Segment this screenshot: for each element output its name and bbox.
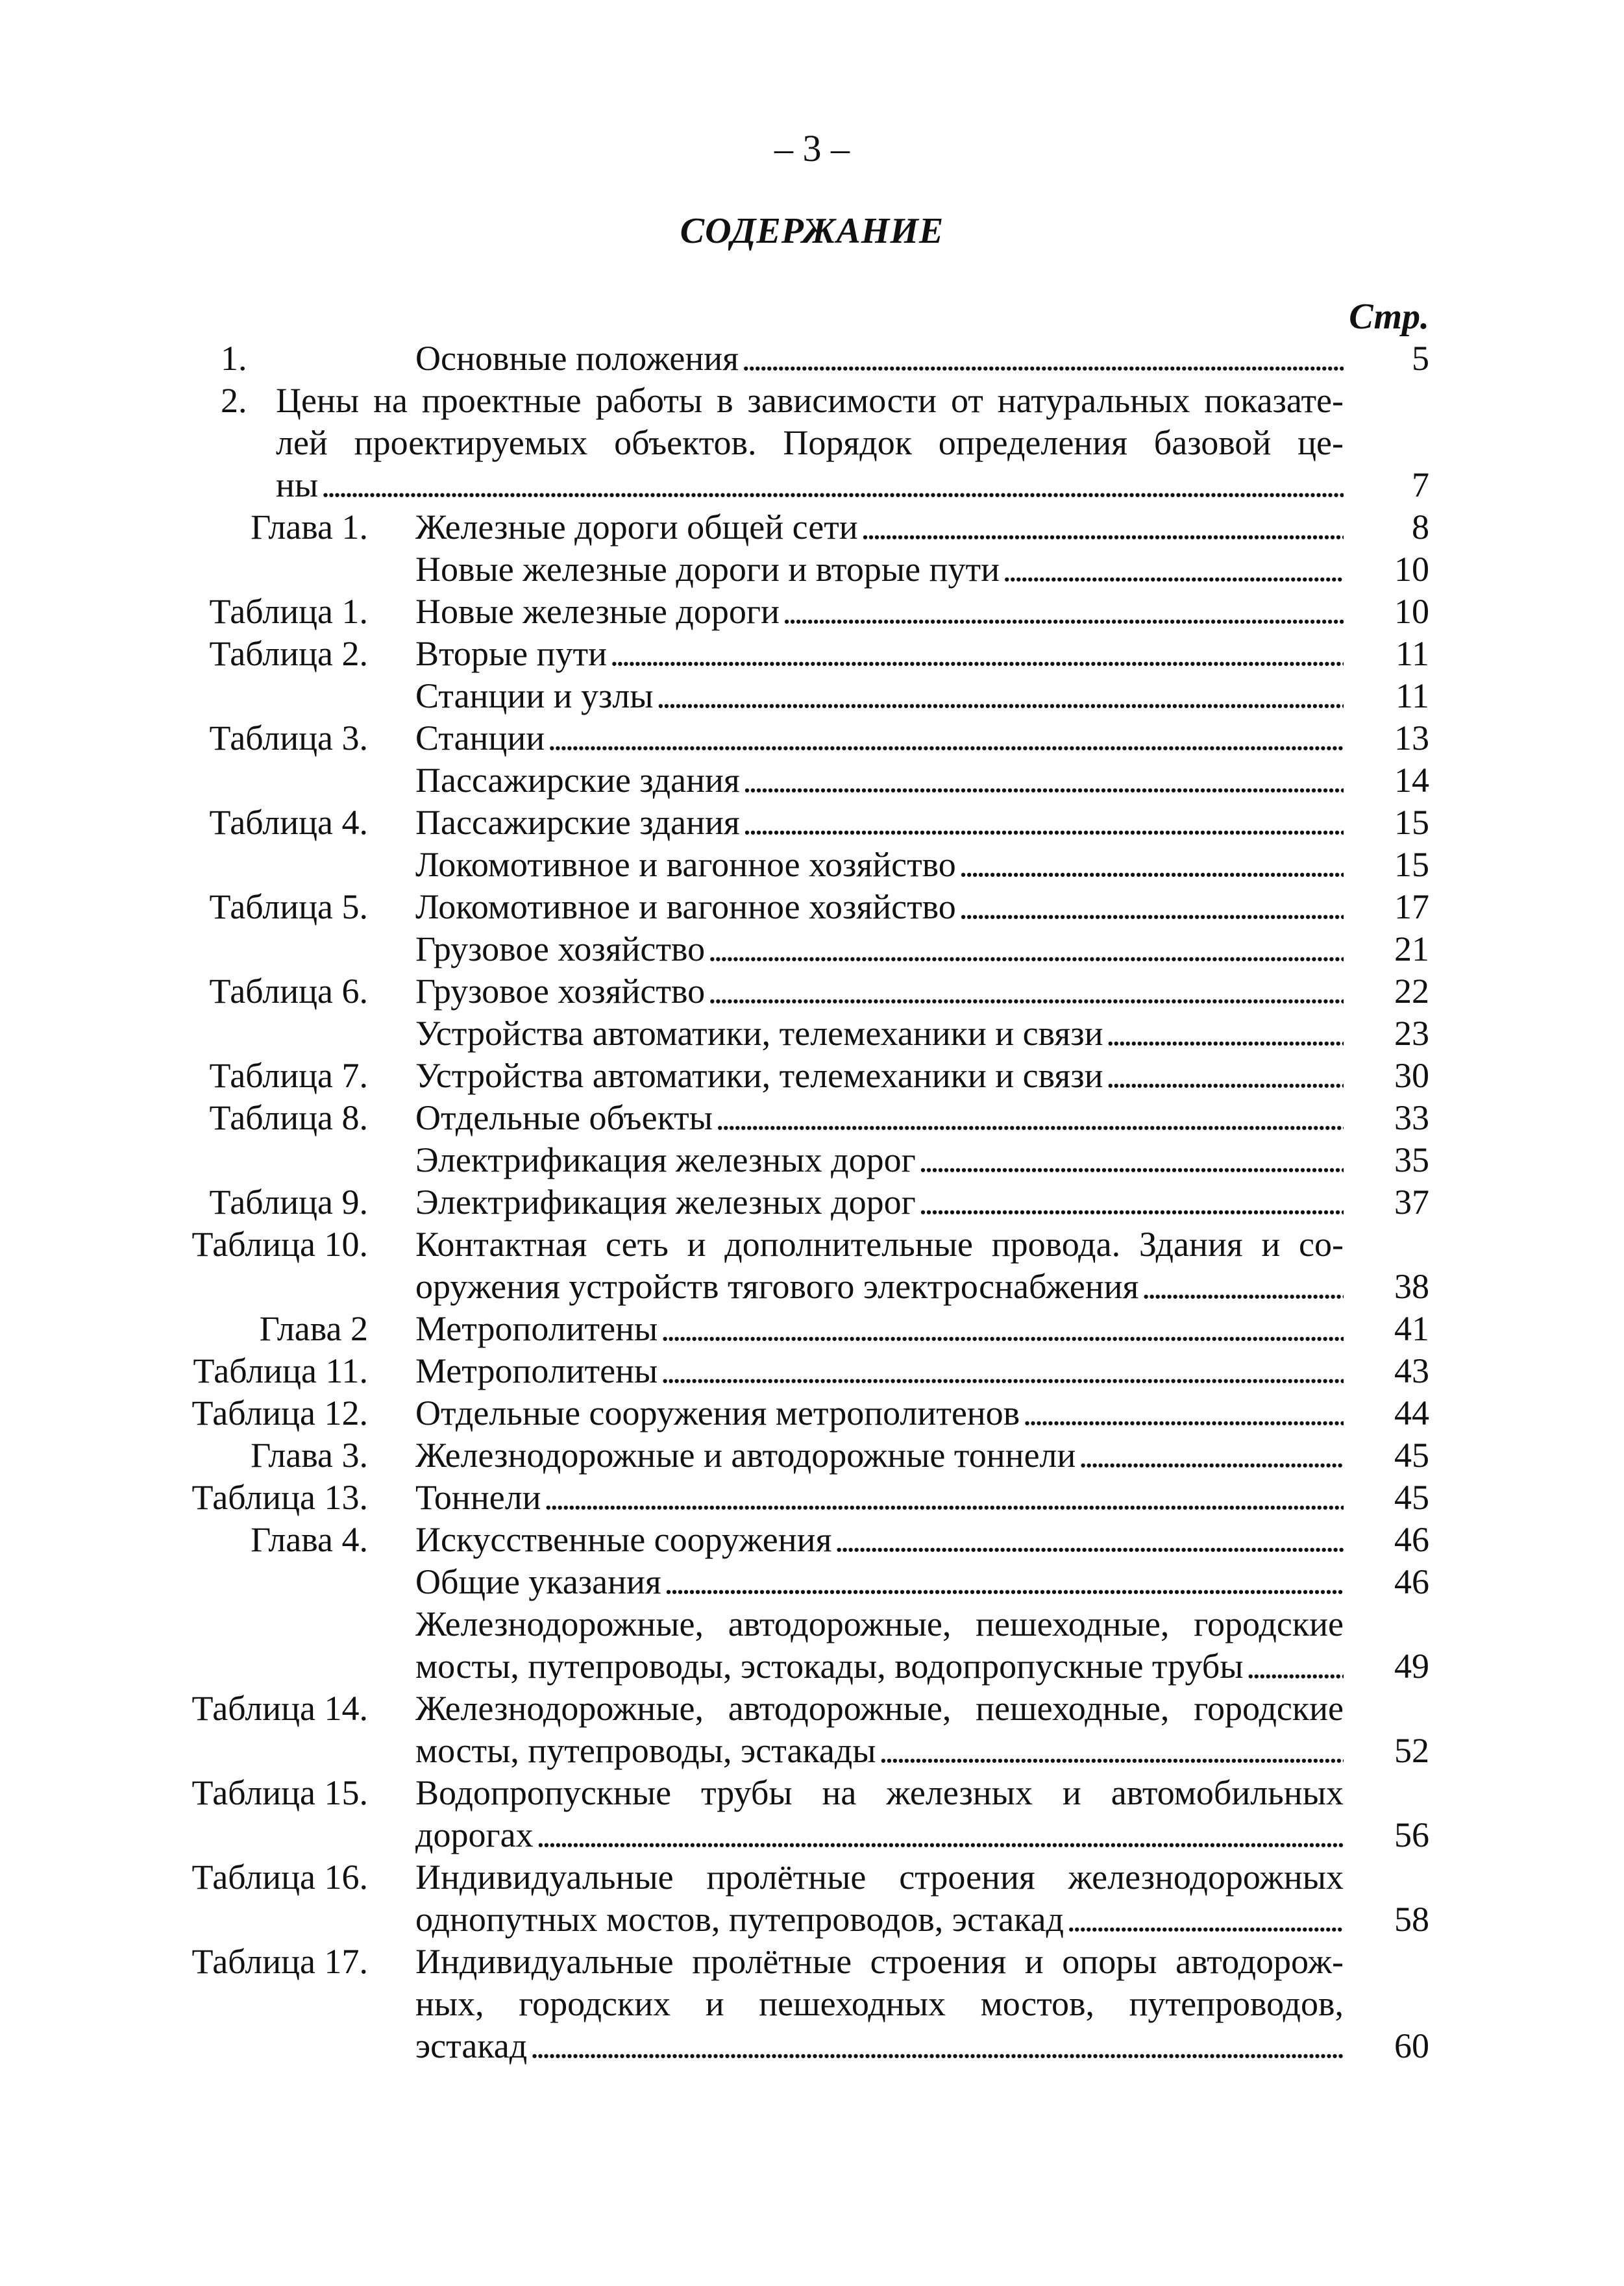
toc-entry-title: Станции . . . — [415, 717, 1344, 759]
toc-entry-label: Таблица 10. — [191, 1225, 368, 1264]
toc-entry — [0, 675, 1624, 717]
toc-entry — [0, 928, 1624, 970]
toc-entry-page: 22 — [1394, 972, 1429, 1011]
toc-entry-title: Локомотивное и вагонное хозяйство . . . — [415, 844, 1344, 886]
toc-entry-title: Электрификация железных дорог . . . — [415, 1181, 1344, 1223]
toc-entry-label: Таблица 5. — [209, 887, 368, 926]
toc-entry — [0, 1181, 1624, 1223]
toc-entry — [0, 591, 1624, 633]
toc-entry-label: Глава 2 — [259, 1309, 368, 1348]
toc-entry-page: 56 — [1394, 1815, 1429, 1854]
table-of-contents — [0, 338, 1624, 2067]
toc-entry-page: 58 — [1394, 1900, 1429, 1939]
toc-entry-title: лей проектируемых объектов. Порядок определения базовой це- — [276, 423, 1344, 462]
toc-entry — [0, 1013, 1624, 1055]
toc-entry — [0, 1730, 1624, 1772]
toc-entry-title: Грузовое хозяйство . . . — [415, 928, 1344, 970]
toc-entry — [0, 2025, 1624, 2067]
page-number: – 3 – — [774, 127, 850, 169]
toc-entry-label: Таблица 1. — [209, 592, 368, 631]
toc-entry-title: Тоннели . . . — [415, 1477, 1344, 1519]
toc-entry — [0, 1266, 1624, 1308]
toc-entry — [0, 338, 1624, 380]
toc-entry-title: ны . . . — [276, 464, 1344, 506]
toc-entry-label: Таблица 6. — [209, 972, 368, 1011]
toc-entry-title: Отдельные сооружения метрополитенов . . . — [415, 1392, 1344, 1434]
toc-entry-page: 44 — [1394, 1394, 1429, 1432]
toc-entry — [0, 548, 1624, 591]
toc-entry-title: Железнодорожные, автодорожные, пешеходные, городские — [415, 1689, 1344, 1728]
toc-entry-label: Таблица 13. — [191, 1478, 368, 1517]
toc-entry-number: 1. — [221, 339, 247, 378]
toc-entry — [0, 802, 1624, 844]
toc-entry — [0, 1856, 1624, 1899]
toc-entry-title: оружения устройств тягового электроснабжения . . . — [415, 1266, 1344, 1308]
toc-entry-page: 46 — [1394, 1562, 1429, 1601]
toc-entry-label: Таблица 7. — [209, 1056, 368, 1095]
toc-entry-page: 60 — [1394, 2026, 1429, 2065]
toc-entry-page: 13 — [1394, 719, 1429, 757]
toc-entry — [0, 1055, 1624, 1097]
toc-entry-page: 14 — [1394, 761, 1429, 800]
toc-entry-page: 8 — [1412, 508, 1429, 547]
toc-entry-title: Вторые пути . . . — [415, 633, 1344, 675]
toc-entry-title: Железные дороги общей сети . . . — [415, 506, 1344, 548]
toc-entry — [0, 1223, 1624, 1266]
toc-entry — [0, 886, 1624, 928]
toc-entry-title: Железнодорожные и автодорожные тоннели . . . — [415, 1434, 1344, 1477]
toc-entry-page: 7 — [1412, 465, 1429, 504]
toc-entry — [0, 1561, 1624, 1603]
toc-entry-label: Таблица 15. — [191, 1773, 368, 1812]
toc-entry-page: 52 — [1394, 1731, 1429, 1770]
toc-entry-page: 49 — [1394, 1647, 1429, 1686]
toc-entry-page: 37 — [1394, 1183, 1429, 1222]
toc-entry — [0, 422, 1624, 464]
toc-entry-page: 5 — [1412, 339, 1429, 378]
toc-entry-title: Устройства автоматики, телемеханики и связи . . . — [415, 1013, 1344, 1055]
toc-entry-title: Грузовое хозяйство . . . — [415, 970, 1344, 1013]
toc-entry-title: Общие указания . . . — [415, 1561, 1344, 1603]
toc-entry-label: Таблица 9. — [209, 1183, 368, 1222]
toc-entry — [0, 717, 1624, 759]
toc-entry-title: Новые железные дороги . . . — [415, 591, 1344, 633]
toc-entry — [0, 1519, 1624, 1561]
toc-entry — [0, 1477, 1624, 1519]
toc-entry-page: 23 — [1394, 1014, 1429, 1053]
toc-entry-label: Глава 3. — [251, 1436, 368, 1475]
toc-entry-page: 21 — [1394, 929, 1429, 968]
toc-entry-page: 41 — [1394, 1309, 1429, 1348]
toc-entry-title: Индивидуальные пролётные строения железнодорожных — [415, 1858, 1344, 1897]
toc-entry — [0, 1983, 1624, 2025]
toc-entry — [0, 1814, 1624, 1856]
toc-entry — [0, 1645, 1624, 1688]
toc-entry — [0, 1899, 1624, 1941]
toc-entry-label: Таблица 2. — [209, 634, 368, 673]
toc-entry-title: дорогах . . . — [415, 1814, 1344, 1856]
toc-entry-page: 15 — [1394, 803, 1429, 842]
toc-entry-title: ных, городских и пешеходных мостов, путепроводов, — [415, 1984, 1344, 2023]
toc-entry-title: мосты, путепроводы, эстокады, водопропускные трубы . . . — [415, 1645, 1344, 1688]
toc-entry-page: 33 — [1394, 1098, 1429, 1137]
toc-entry-title: Контактная сеть и дополнительные провода. Здания и со- — [415, 1225, 1344, 1264]
toc-entry-title: Локомотивное и вагонное хозяйство . . . — [415, 886, 1344, 928]
toc-entry-title: Электрификация железных дорог . . . — [415, 1139, 1344, 1181]
toc-entry-label: Таблица 8. — [209, 1098, 368, 1137]
toc-entry-label: Таблица 4. — [209, 803, 368, 842]
toc-entry-title: Индивидуальные пролётные строения и опоры автодорож- — [415, 1942, 1344, 1981]
toc-entry-label: Таблица 16. — [191, 1858, 368, 1897]
toc-entry — [0, 1392, 1624, 1434]
toc-entry-title: однопутных мостов, путепроводов, эстакад . . . — [415, 1899, 1344, 1941]
toc-entry — [0, 1603, 1624, 1645]
toc-entry — [0, 844, 1624, 886]
toc-entry-title: Отдельные объекты . . . — [415, 1097, 1344, 1139]
toc-entry-title: эстакад . . . — [415, 2025, 1344, 2067]
toc-entry-title: Метрополитены . . . — [415, 1350, 1344, 1392]
toc-entry-page: 11 — [1396, 676, 1429, 715]
toc-entry-page: 10 — [1394, 592, 1429, 631]
page-title: СОДЕРЖАНИЕ — [680, 211, 944, 251]
toc-entry-title: Искусственные сооружения . . . — [415, 1519, 1344, 1561]
toc-entry — [0, 506, 1624, 548]
toc-entry-title: мосты, путепроводы, эстакады . . . — [415, 1730, 1344, 1772]
toc-entry-label: Таблица 12. — [191, 1394, 368, 1432]
toc-entry-page: 17 — [1394, 887, 1429, 926]
toc-entry-title: Цены на проектные работы в зависимости от натуральных показате- — [276, 381, 1344, 420]
toc-entry-title: Устройства автоматики, телемеханики и связи . . . — [415, 1055, 1344, 1097]
toc-entry — [0, 1434, 1624, 1477]
toc-entry-page: 43 — [1394, 1351, 1429, 1390]
toc-entry-label: Таблица 11. — [193, 1351, 368, 1390]
toc-entry — [0, 759, 1624, 802]
toc-entry-title: Пассажирские здания . . . — [415, 802, 1344, 844]
toc-entry-page: 45 — [1394, 1436, 1429, 1475]
toc-entry-title: Метрополитены . . . — [415, 1308, 1344, 1350]
toc-entry — [0, 1139, 1624, 1181]
page-column-header: Стр. — [1349, 297, 1429, 337]
toc-entry-title: Водопропускные трубы на железных и автомобильных — [415, 1773, 1344, 1812]
toc-entry-number: 2. — [221, 381, 247, 420]
toc-entry — [0, 1772, 1624, 1814]
toc-entry — [0, 1688, 1624, 1730]
toc-entry-label: Глава 1. — [251, 508, 368, 547]
toc-entry-page: 11 — [1396, 634, 1429, 673]
toc-entry-label: Таблица 3. — [209, 719, 368, 757]
toc-entry-page: 38 — [1394, 1267, 1429, 1306]
toc-entry-page: 10 — [1394, 550, 1429, 589]
toc-entry-label: Глава 4. — [251, 1520, 368, 1559]
toc-entry-label: Таблица 17. — [191, 1942, 368, 1981]
toc-entry-page: 45 — [1394, 1478, 1429, 1517]
toc-entry — [0, 1308, 1624, 1350]
toc-entry — [0, 380, 1624, 422]
toc-entry — [0, 1941, 1624, 1983]
toc-entry — [0, 464, 1624, 506]
toc-entry-page: 30 — [1394, 1056, 1429, 1095]
toc-entry-page: 35 — [1394, 1140, 1429, 1179]
toc-entry — [0, 1097, 1624, 1139]
toc-entry — [0, 633, 1624, 675]
toc-entry — [0, 1350, 1624, 1392]
toc-entry-title: Пассажирские здания . . . — [415, 759, 1344, 802]
toc-entry-page: 46 — [1394, 1520, 1429, 1559]
toc-entry-page: 15 — [1394, 845, 1429, 884]
toc-entry-title: Новые железные дороги и вторые пути . . . — [415, 548, 1344, 591]
toc-entry-title: Железнодорожные, автодорожные, пешеходные, городские — [415, 1604, 1344, 1643]
toc-entry-label: Таблица 14. — [191, 1689, 368, 1728]
toc-entry-title: Станции и узлы . . . — [415, 675, 1344, 717]
toc-entry — [0, 970, 1624, 1013]
toc-entry-title: Основные положения . . . — [415, 338, 1344, 380]
